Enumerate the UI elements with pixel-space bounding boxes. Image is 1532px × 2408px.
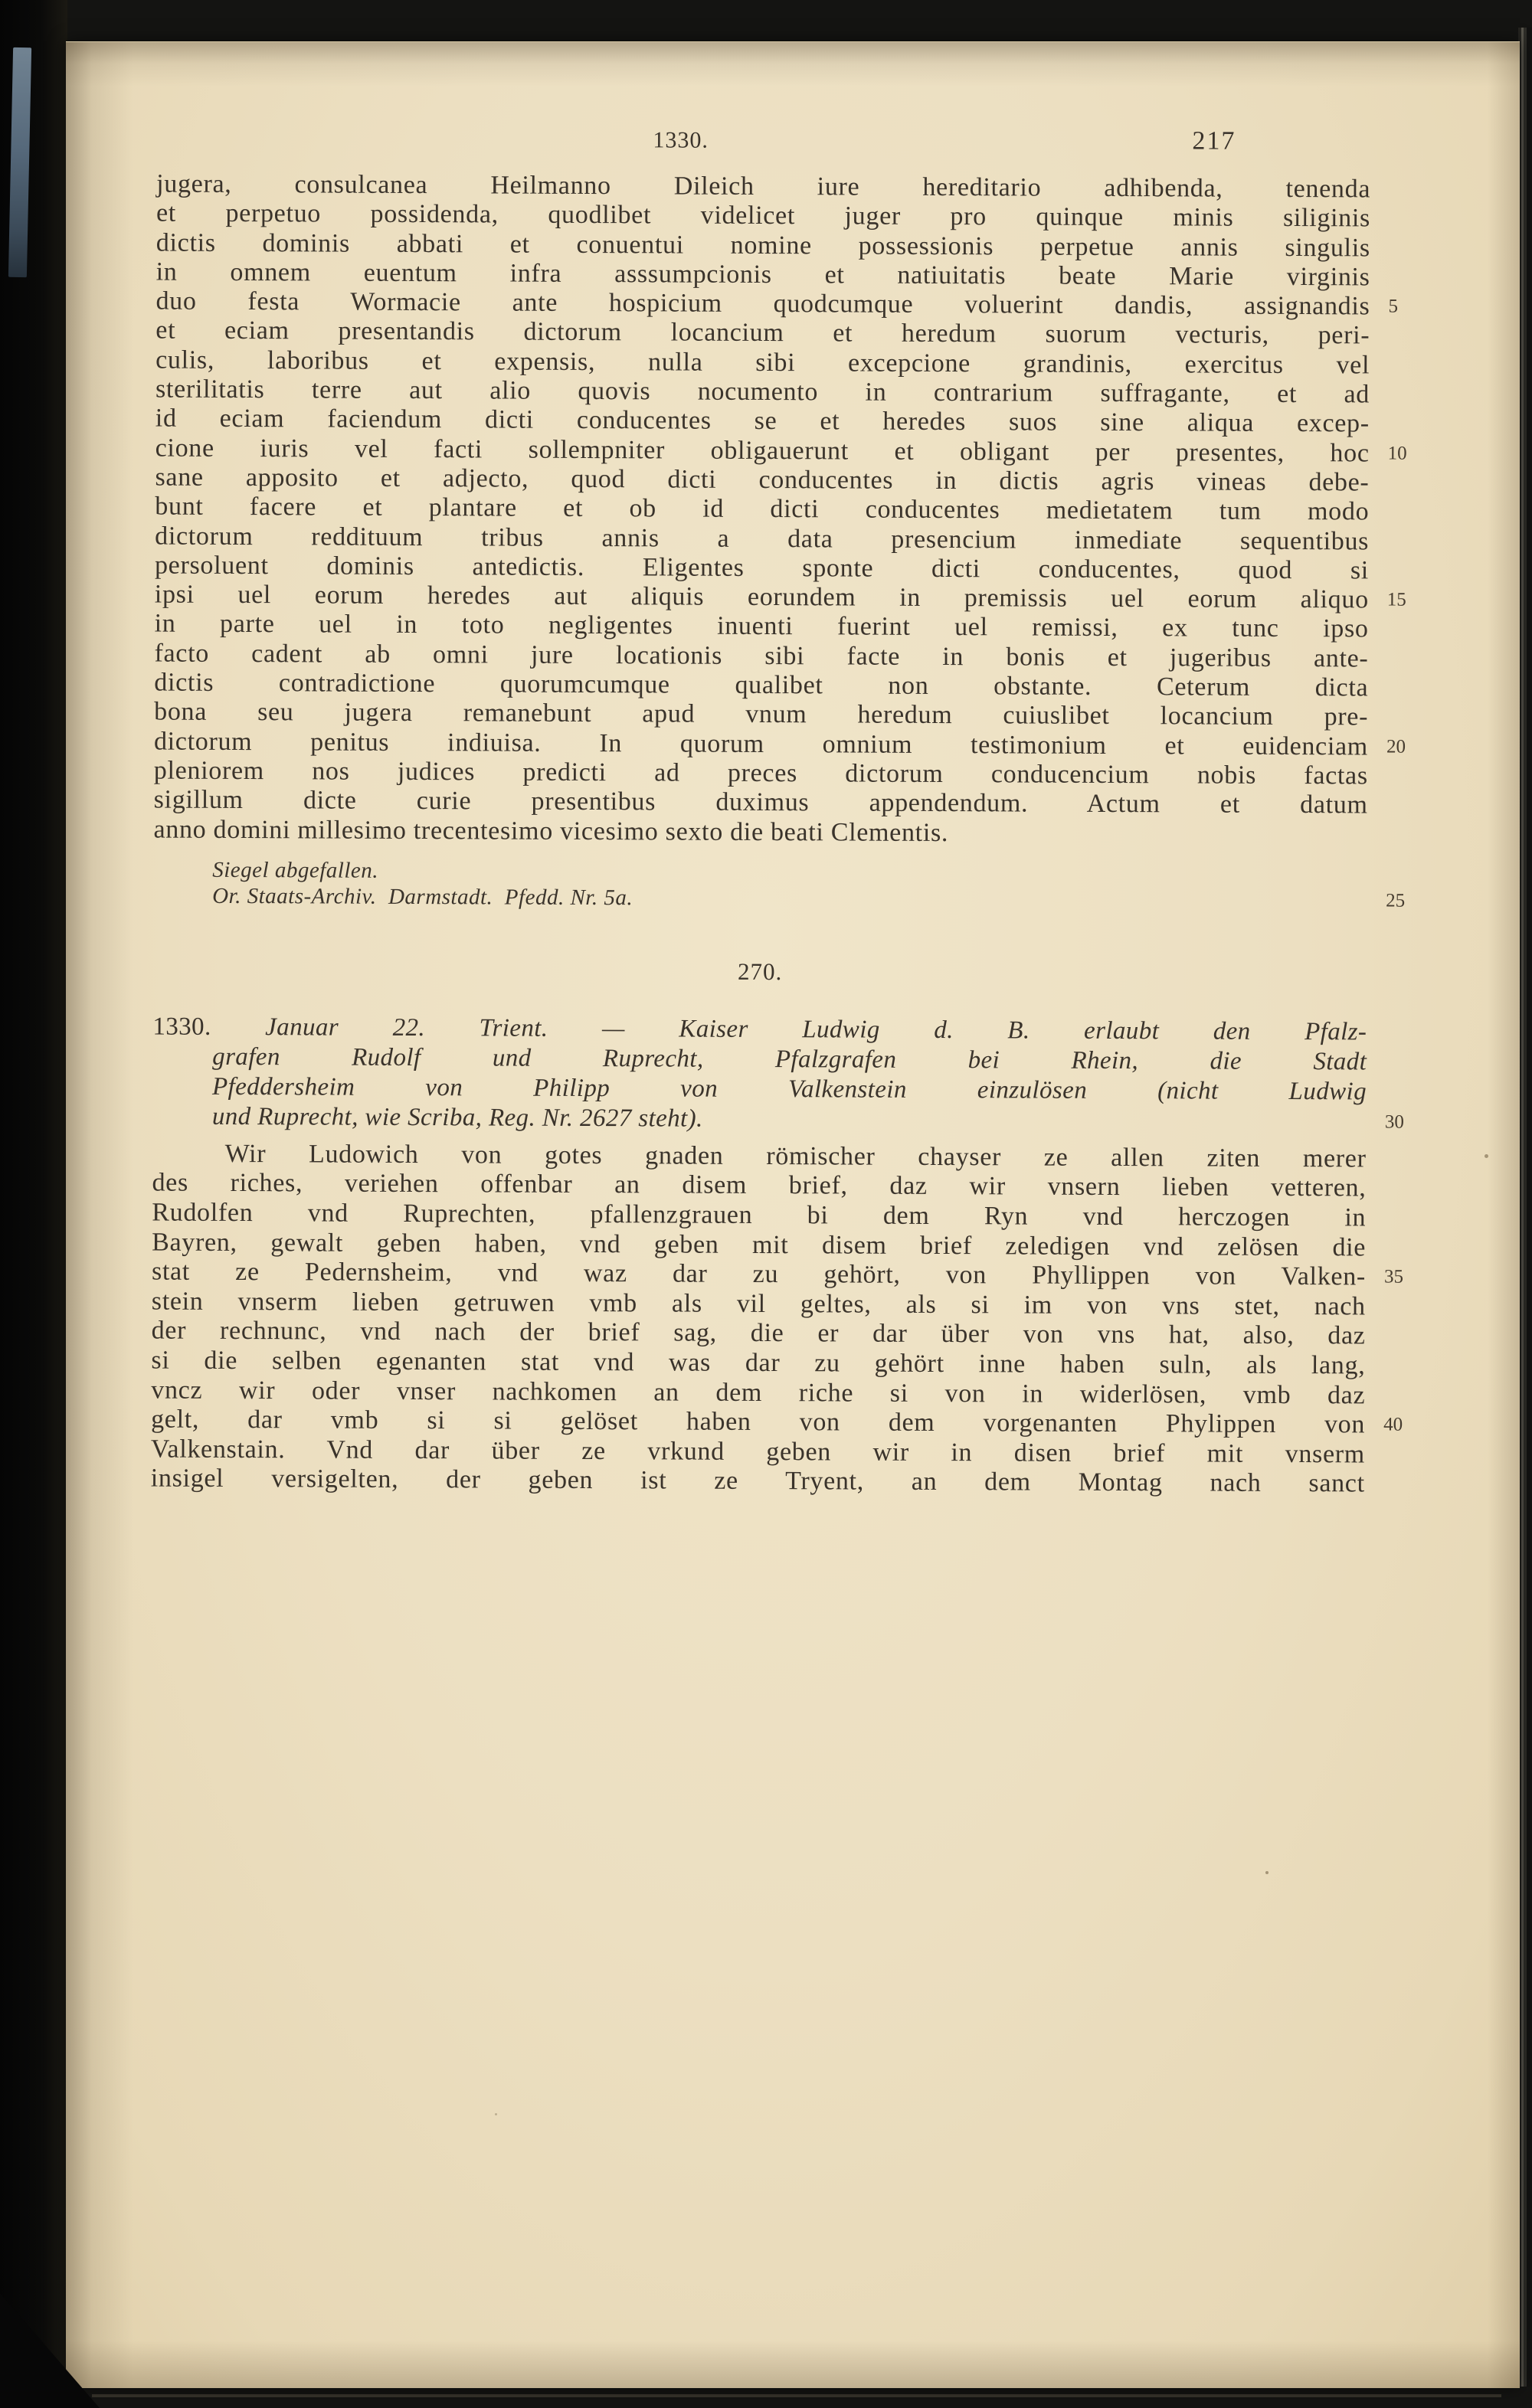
line-text: des riches, veriehen offenbar an disem brief, daz wir vnsern lieben vetteren, <box>152 1168 1367 1202</box>
text-line <box>152 1012 1367 1047</box>
line-text: Bayren, gewalt geben haben, vnd geben mit disem brief zeledigen vnd zelösen die <box>152 1228 1367 1262</box>
entry-270-heading: 270. <box>738 957 783 985</box>
line-text: und Ruprecht, wie Scriba, Reg. Nr. 2627 steht). <box>211 1102 703 1133</box>
line-text: sane apposito et adjecto, quod dicti conducentes in dictis agris vineas debe- <box>155 463 1370 497</box>
line-text: Pfeddersheim von Philipp von Valkenstein einzulösen (nicht Ludwig <box>211 1072 1367 1106</box>
entry-270-german-text <box>150 1139 1404 1499</box>
line-text: Wir Ludowich von gotes gnaden römischer chayser ze allen ziten merer <box>224 1139 1367 1173</box>
line-text: et perpetuo possidenda, quodlibet videlicet juger pro quinque minis siliginis <box>155 198 1371 233</box>
underlying-page-edge <box>92 2394 1501 2397</box>
line-text: in parte uel in toto negligentes inuenti fuerint uel remissi, ex tunc ipso <box>154 609 1369 643</box>
running-head-year: 1330. <box>653 127 709 153</box>
line-text: dictorum reddituum tribus annis a data presencium inmediate sequentibus <box>155 522 1370 556</box>
line-text: Valkenstain. Vnd dar über ze vrkund geben wir in disen brief mit vnserm <box>150 1435 1366 1469</box>
line-text: duo festa Wormacie ante hospicium quodcumque voluerint dandis, assignandis <box>155 286 1370 321</box>
line-text: persoluent dominis antedictis. Eligentes sponte dicti conducentes, quod si <box>154 551 1370 585</box>
margin-line-number: 20 <box>1386 736 1406 757</box>
text-line <box>151 1464 1365 1500</box>
line-text: bunt facere et plantare et ob id dicti conducentes medietatem tum modo <box>155 492 1370 526</box>
line-text: sigillum dicte curie presentibus duximus appendendum. Actum et datum <box>153 785 1368 820</box>
text-line <box>153 815 1367 849</box>
page-block-edges <box>1518 28 1532 2387</box>
line-text: Or. Staats-Archiv. Darmstadt. Pfedd. Nr. 5a. <box>212 884 633 911</box>
line-text: pleniorem nos judices predicti ad preces dictorum conducencium nobis factas <box>153 756 1368 790</box>
line-text: culis, laboribus et expensis, nulla sibi excepcione grandinis, exercitus vel <box>155 345 1370 380</box>
line-text: ipsi uel eorum heredes aut aliquis eorundem in premissis uel eorum aliquo <box>154 580 1369 614</box>
line-text: anno domini millesimo trecentesimo vicesimo sexto die beati Clementis. <box>153 815 949 847</box>
line-text: et eciam presentandis dictorum locancium et heredum suorum vecturis, peri- <box>155 316 1370 350</box>
line-text: Siegel abgefallen. <box>212 857 379 883</box>
entry-270-regest <box>152 1012 1404 1137</box>
text-line <box>152 1101 1404 1137</box>
margin-line-number: 25 <box>1386 890 1406 911</box>
line-text: vncz wir oder vnser nachkomen an dem riche si von in widerlösen, vmb daz <box>151 1376 1366 1410</box>
line-text: sterilitatis terre aut alio quovis nocumento in contrarium suffragante, et ad <box>155 375 1370 409</box>
line-text: dictis dominis abbati et conuentui nomine possessionis perpetue annis singulis <box>155 228 1370 263</box>
margin-line-number: 35 <box>1383 1266 1404 1287</box>
line-text: bona seu jugera remanebunt apud vnum heredum cuiuslibet locancium pre- <box>154 697 1369 731</box>
line-text: insigel versigelten, der geben ist ze Tryent, an dem Montag nach sanct <box>150 1464 1365 1498</box>
paper-speck <box>1485 1154 1488 1158</box>
line-text: in omnem euentum infra asssumpcionis et natiuitatis beate Marie virginis <box>155 257 1370 292</box>
margin-line-number: 30 <box>1384 1111 1404 1133</box>
page-number: 217 <box>1192 126 1236 155</box>
line-text: der rechnunc, vnd nach der brief sag, die er dar über von vns hat, also, daz <box>151 1316 1366 1350</box>
line-text: Rudolfen vnd Ruprechten, pfallenzgrauen bi dem Ryn vnd herczogen in <box>152 1198 1367 1232</box>
line-text: jugera, consulcanea Heilmanno Dileich iure hereditario adhibenda, tenenda <box>156 169 1371 204</box>
text-line <box>212 883 1406 914</box>
book-spine <box>0 0 67 2408</box>
line-text: stat ze Pedernsheim, vnd waz dar zu gehört, von Phyllippen von Valken- <box>151 1257 1367 1291</box>
regest-date-lead: 1330. <box>152 1013 266 1041</box>
text-line <box>152 1071 1367 1107</box>
entry-269-latin-text <box>153 169 1407 850</box>
margin-line-number: 5 <box>1388 296 1399 317</box>
margin-line-number: 40 <box>1383 1414 1403 1435</box>
page-header <box>156 126 1370 162</box>
line-text: si die selben egenanten stat vnd was dar zu gehört inne haben suln, als lang, <box>151 1346 1366 1380</box>
line-text: cione iuris vel facti sollempniter obligauerunt et obligant per presentes, hoc <box>155 434 1370 468</box>
entry-269-archival-notes <box>153 856 1406 914</box>
page-paper <box>66 41 1520 2388</box>
line-text: facto cadent ab omni jure locationis sibi facte in bonis et jugeribus ante- <box>154 639 1369 673</box>
page-content <box>147 40 1407 2391</box>
line-text: Januar 22. Trient. — Kaiser Ludwig d. B. erlaubt den Pfalz- <box>265 1013 1367 1046</box>
line-text: dictis contradictione quorumcumque qualibet non obstante. Ceterum dicta <box>154 668 1369 702</box>
line-text: id eciam faciendum dicti conducentes se et heredes suos sine aliqua excep- <box>155 404 1370 438</box>
line-text: stein vnserm lieben getruwen vmb als vil geltes, als si im von vns stet, nach <box>151 1287 1366 1321</box>
text-line <box>152 1042 1367 1077</box>
margin-line-number: 15 <box>1386 589 1406 610</box>
margin-line-number: 10 <box>1387 443 1407 464</box>
line-text: grafen Rudolf und Ruprecht, Pfalzgrafen bei Rhein, die Stadt <box>212 1042 1367 1076</box>
line-text: gelt, dar vmb si si gelöset haben von dem vorgenanten Phylippen von <box>151 1405 1366 1439</box>
line-text: dictorum penitus indiuisa. In quorum omnium testimonium et euidenciam <box>153 727 1369 761</box>
